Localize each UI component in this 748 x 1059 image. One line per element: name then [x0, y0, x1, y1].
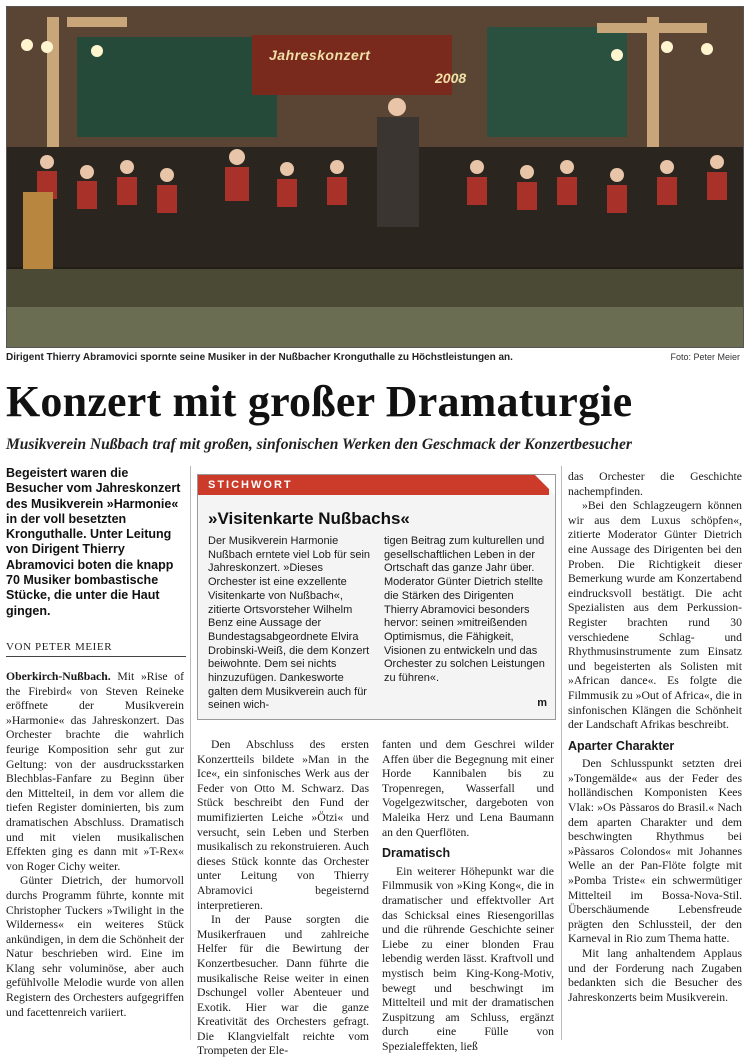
concert-photo — [6, 6, 744, 348]
col2-paragraph-2: In der Pause sorgten die Musikerfrauen und zahlreiche Helfer für die Bewirtung der Konzertbesucher. Dann führte die musikalische Reise weiter in einen Dschungel voller Abenteuer und Exotik. Hier war die ganze Kreativität des Orchesters gefragt. Die Klangvielfalt reichte vom Trompeten der Ele- — [197, 913, 369, 1058]
banner-title: Jahreskonzert — [269, 47, 371, 63]
col4-paragraph-3: Den Schlusspunkt setzten drei »Tongemälde« aus der Feder des holländischen Komponisten Kees Vlak: »Os Pàssaros do Brasil.« Nach dem aparten Charakter und dem beschwingten Rhythmus bei »Pàssaros Colondos« mit Johannes Welle an der Pan-Flöte folgte mit »Pomba Triste« ein schwermütiger Mittelteil im Bossa-Nova-Stil. Überschäumende Lebensfreude prägten den Schlussteil, der den Karneval in Rio zum Thema hatte. — [568, 757, 742, 946]
col4-paragraph-1: das Orchester die Geschichte nachempfinden. — [568, 470, 742, 498]
stichwort-title: »Visitenkarte Nußbachs« — [208, 509, 410, 528]
col3-paragraph-2: Ein weiterer Höhepunkt war die Filmmusik von »King Kong«, die in dramatischer und effektvoller Art das Schicksal eines Riesengorillas und die rührende Geschichte seiner Liebe zu einer blonden Frau lebendig werden lässt. Kraftvoll und mystisch beim King-Kong-Motiv, bewegt und beschwingt im Mittelteil und mit der dramatischen Zuspitzung am Schluss, ergänzt durch eine Fülle von Spezialeffekten, ließ — [382, 864, 554, 1053]
stichwort-text-left: Der Musikverein Harmonie Nußbach erntete viel Lob für sein Jahreskonzert. »Dieses Orchester ist eine exzellente Visitenkarte von Nußbach«, zitierte Ortsvorsteher Wilhelm Benz eine Aussage der Bundestagsabgeordnete Elvira Drobinski-Weiß, die dem Konzert beiwohnte. Dem sei nichts hinzuzufügen. Dankesworte galten dem Musikverein auch für seinen wich- — [208, 535, 371, 712]
col4-paragraph-2: »Bei den Schlagzeugern können wir aus dem Luxus schöpfen«, zitierte Moderator Günter Dietrich eine Aussage des Dirigenten bei den Proben. Die Richtigkeit dieser Bemerkung wurde am Konzertabend eindrucksvoll bestätigt. Die acht Spezialisten aus dem Perkussion-Register brachten rund 30 verschiedene Schlag- und Rhythmusinstrumente zum Einsatz und begeisterten als Solisten mit »African dance«. Es folgte die Filmmusik zu »Out of Africa«, die in sinfonischen Klängen die Schönheit der Landschaft Afrikas beschreibt. — [568, 499, 742, 732]
col1-paragraph-2: Günter Dietrich, der humorvoll durchs Programm führte, konnte mit Christopher Tuckers »Twilight in the Wilderness« ein weiteres Stück ankündigen, in dem die Schönheit der Natur beschrieben wird. Eine im Klang sehr voluminöse, aber auch gefühlvolle Melodie wurde von allen Registern des Orchesters aufgegriffen und facettenreich variiert. — [6, 874, 184, 1019]
byline: VON PETER MEIER — [6, 641, 186, 657]
subheadline: Musikverein Nußbach traf mit großen, sinfonischen Werken den Geschmack der Konzertbesucher — [6, 436, 632, 453]
col3-paragraph-1: fanten und dem Geschrei wilder Affen über die Begegnung mit einer Horde Kannibalen bis zu Tropenregen, Wasserfall und Vogelgezwitscher, dargeboten von Maleika Herz und Lena Baumann an den Querflöten. — [382, 738, 554, 839]
col1-p1-text: Mit »Rise of the Firebird« von Steven Reineke eröffnete der Musikverein »Harmonie« das Jahreskonzert. Das Orchester brachte die wahrlich feurige Komposition sehr gut zur Geltung: von der ausdrucksstarken Blechblas-Fanfare zu Beginn über den Mittelteil, in dem vor allem die tiefen Register dominierten, bis zum dramatischen Abschluss. Dramatisch und mit vielen musikalischen Effekten ging es dann mit »T-Rex« von Roger Cichy weiter. — [6, 670, 185, 873]
col3-heading-dramatisch: Dramatisch — [382, 846, 451, 861]
col1-paragraph-1 — [6, 670, 184, 874]
stichwort-tag: STICHWORT — [198, 475, 549, 495]
photo-caption: Dirigent Thierry Abramovici spornte seine Musiker in der Nußbacher Kronguthalle zu Höchstleistungen an. — [6, 352, 513, 363]
col2-paragraph-1: Den Abschluss des ersten Konzertteils bildete »Man in the Ice«, ein sinfonisches Werk aus der Feder von Otto M. Schwarz. Das Stück beschreibt den Fund der mumifizierten Leiche »Ötzi« und versucht, sein Leben und Sterben musikalisch zu rekonstruieren. Auch dieses Stück konnte das Orchester unter Leitung von Thierry Abramovici begeisternd interpretieren. — [197, 738, 369, 912]
box-corner-fold — [535, 475, 555, 495]
column-divider-right — [561, 466, 562, 1040]
stichwort-box — [197, 474, 556, 720]
photo-credit: Foto: Peter Meier — [670, 352, 740, 362]
headline: Konzert mit großer Dramaturgie — [6, 377, 633, 426]
concert-photo-illustration — [7, 7, 743, 347]
col4-heading-aparter-charakter: Aparter Charakter — [568, 738, 675, 753]
stichwort-text-right: tigen Beitrag zum kulturellen und gesellschaftlichen Leben in der Ortschaft das ganze Jahr über. Moderator Günter Dietrich stellte die Stärken des Dirigenten Thierry Abramovici besonders hervor: seinen »mitreißenden Optimismus, die Fähigkeit, Visionen zu entwickeln und das Orchester zu solchen Leistungen zu führen«. — [384, 535, 545, 685]
column-1 — [6, 670, 184, 1020]
col4-paragraph-4: Mit lang anhaltendem Applaus und der Forderung nach Zugaben bedankten sich die Besucher des Jahreskonzerts beim Musikverein. — [568, 947, 742, 1004]
column-2 — [197, 738, 369, 1059]
banner-year: 2008 — [435, 70, 467, 86]
lead-paragraph: Begeistert waren die Besucher vom Jahreskonzert des Musikverein »Harmonie« in der voll besetzten Kronguthalle. Unter Leitung von Dirigent Thierry Abramovici boten die knapp 70 Musiker bombastische Stücke, die unter die Haut gingen. — [6, 466, 181, 618]
column-4 — [568, 470, 742, 1005]
column-divider — [190, 466, 191, 1040]
stichwort-signature: m — [537, 697, 547, 709]
column-3 — [382, 738, 554, 1054]
dateline: Oberkirch-Nußbach. — [6, 670, 111, 683]
